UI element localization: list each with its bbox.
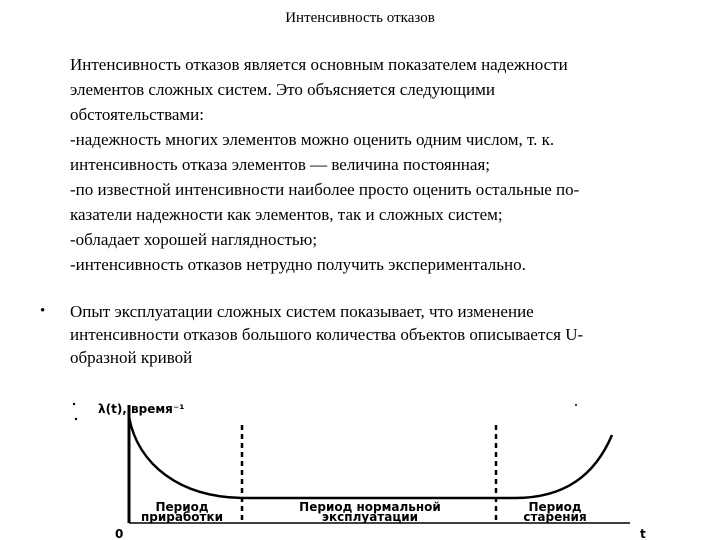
period-label-normal: эксплуатации [321, 510, 419, 524]
period-label-normal: Период нормальной [299, 500, 441, 514]
intro-paragraph-line: элементов сложных систем. Это объясняется следующими [70, 80, 495, 99]
period-label-aging: старения [523, 510, 587, 524]
scan-speck [75, 418, 77, 420]
intro-paragraph-line: обстоятельствами: [70, 105, 205, 124]
intro-paragraph-line: Интенсивность отказов является основным показателем надежности [70, 55, 568, 74]
bullet-line: Опыт эксплуатации сложных систем показывает, что изменение [70, 302, 534, 321]
period-label-burn-in: Период [155, 500, 209, 514]
period-label-burn-in: приработки [140, 510, 224, 524]
list-line: -обладает хорошей наглядностью; [70, 230, 318, 249]
list-line: интенсивность отказа элементов — величина постоянная; [70, 155, 490, 174]
list-line: -интенсивность отказов нетрудно получить экспериментально. [70, 255, 526, 274]
scan-speck [575, 404, 577, 406]
list-line: казатели надежности как элементов, так и сложных систем; [70, 205, 503, 224]
slide-title: Интенсивность отказов [285, 10, 435, 26]
bullet-line: образной кривой [70, 348, 193, 367]
list-line: -надежность многих элементов можно оценить одним числом, т. к. [70, 130, 555, 149]
failure-rate-figure [60, 395, 660, 540]
origin-label: 0 [115, 527, 124, 540]
x-axis-label: t [640, 527, 646, 540]
intro-block [70, 52, 685, 277]
y-axis-label: λ(t), время⁻¹ [98, 402, 185, 416]
scan-speck [73, 403, 75, 405]
bullet-marker: • [40, 303, 46, 319]
bullet-text [70, 300, 685, 369]
list-line: -по известной интенсивности наиболее просто оценить остальные по- [70, 180, 580, 199]
failure-rate-curve [129, 417, 612, 498]
period-label-aging: Период [528, 500, 582, 514]
bullet-line: интенсивности отказов большого количества объектов описывается U- [70, 325, 584, 344]
